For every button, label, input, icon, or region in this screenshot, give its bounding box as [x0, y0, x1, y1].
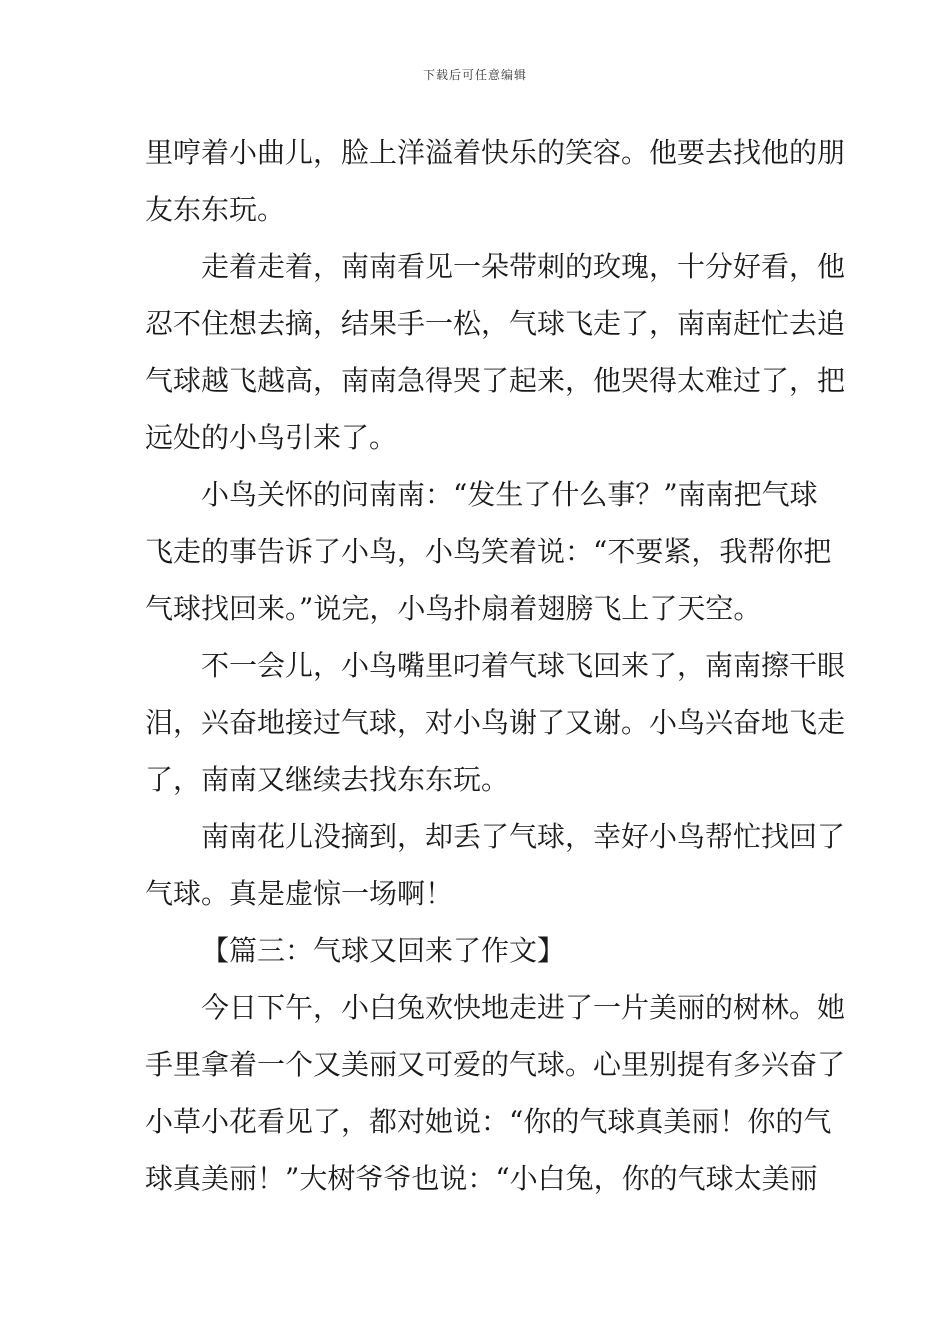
- text-line: 气球越飞越高，南南急得哭了起来，他哭得太难过了，把: [145, 364, 846, 397]
- text-line: 今日下午，小白兔欢快地走进了一片美丽的树林。她: [201, 991, 846, 1024]
- text-line: 忍不住想去摘，结果手一松，气球飞走了，南南赶忙去追: [145, 307, 846, 340]
- text-line: 泪，兴奋地接过气球，对小鸟谢了又谢。小鸟兴奋地飞走: [145, 706, 846, 739]
- text-line: 远处的小鸟引来了。: [145, 421, 398, 454]
- text-line: 走着走着，南南看见一朵带刺的玫瑰，十分好看，他: [201, 250, 846, 283]
- text-line: 南南花儿没摘到，却丢了气球，幸好小鸟帮忙找回了: [201, 820, 846, 853]
- text-line: 球真美丽！”大树爷爷也说：“小白兔，你的气球太美丽: [145, 1162, 818, 1195]
- text-line: 小鸟关怀的问南南：“发生了什么事？”南南把气球: [201, 478, 818, 511]
- text-line: 手里拿着一个又美丽又可爱的气球。心里别提有多兴奋了: [145, 1048, 846, 1081]
- section-heading: 【篇三：气球又回来了作文】: [201, 934, 566, 967]
- text-line: 友东东玩。: [145, 193, 286, 226]
- text-line: 不一会儿，小鸟嘴里叼着气球飞回来了，南南擦干眼: [201, 649, 846, 682]
- text-line: 气球。真是虚惊一场啊！: [145, 877, 454, 910]
- text-line: 了，南南又继续去找东东玩。: [145, 763, 510, 796]
- text-line: 气球找回来。”说完，小鸟扑扇着翅膀飞上了天空。: [145, 592, 762, 625]
- header-note: 下载后可任意编辑: [422, 68, 527, 82]
- text-line: 里哼着小曲儿，脸上洋溢着快乐的笑容。他要去找他的朋: [145, 136, 846, 169]
- body-text: [145, 124, 846, 1207]
- text-line: 飞走的事告诉了小鸟，小鸟笑着说：“不要紧，我帮你把: [145, 535, 832, 568]
- text-line: 小草小花看见了，都对她说：“你的气球真美丽！你的气: [145, 1105, 832, 1138]
